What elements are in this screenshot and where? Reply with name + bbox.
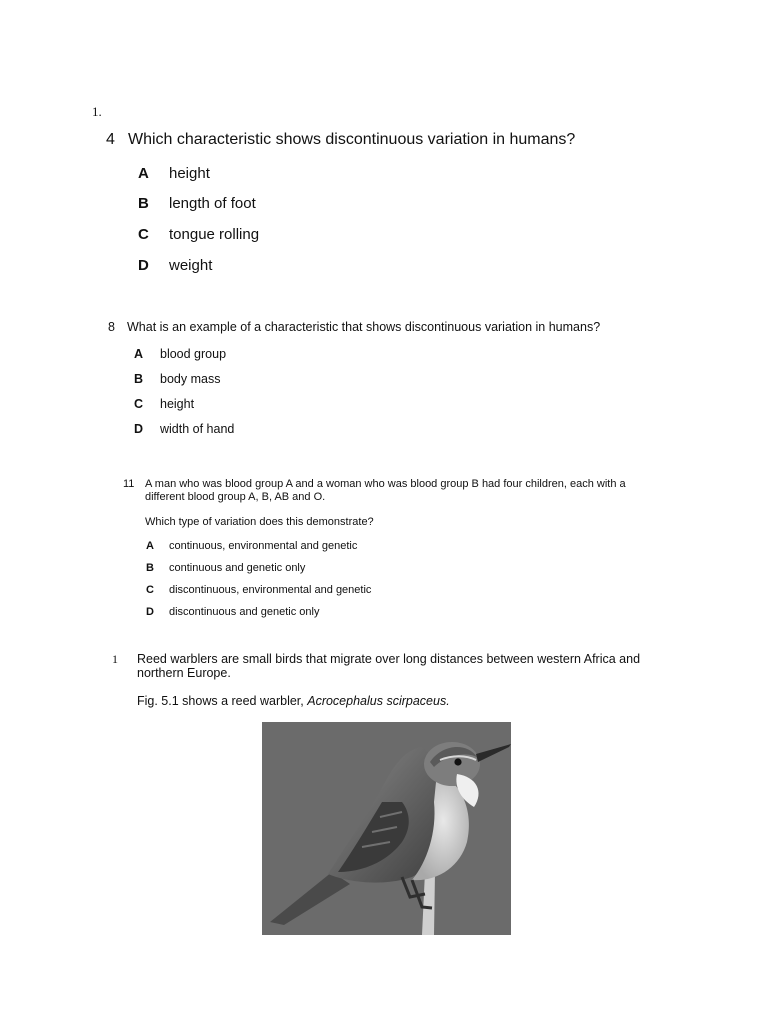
option-letter: A: [134, 347, 144, 361]
question-11-text: A man who was blood group A and a woman who was blood group B had four children, each with a different blood group A, B, AB and O.: [145, 478, 626, 503]
question-4-text: Which characteristic shows discontinuous variation in humans?: [128, 131, 576, 148]
option-text: length of foot: [169, 195, 256, 212]
option-letter: C: [146, 584, 154, 596]
question-8-option-d: [134, 422, 234, 436]
option-text: continuous and genetic only: [169, 562, 306, 574]
option-text: body mass: [160, 372, 221, 386]
reed-warbler-illustration: [262, 722, 511, 935]
question-4-option-d: [138, 257, 212, 274]
option-letter: C: [138, 226, 149, 243]
figure-caption-prefix: Fig. 5.1 shows a reed warbler,: [137, 694, 308, 708]
option-letter: B: [134, 372, 144, 386]
option-letter: D: [134, 422, 144, 436]
question-11-option-d: [146, 606, 319, 618]
option-letter: A: [138, 165, 149, 182]
option-text: discontinuous and genetic only: [169, 606, 320, 618]
option-letter: B: [146, 562, 154, 574]
question-4-option-b: [138, 195, 256, 212]
question-11-subquestion: Which type of variation does this demonstrate?: [145, 516, 374, 528]
question-8-option-a: [134, 347, 226, 361]
option-text: discontinuous, environmental and genetic: [169, 584, 372, 596]
question-8-text: What is an example of a characteristic that shows discontinuous variation in humans?: [127, 320, 601, 334]
question-4-number: 4: [106, 131, 115, 148]
figure-caption-species: Acrocephalus scirpaceus.: [307, 694, 450, 708]
option-text: weight: [169, 257, 213, 274]
question-8-option-c: [134, 397, 194, 411]
question-11-number: 11: [123, 478, 135, 490]
option-text: tongue rolling: [169, 226, 260, 243]
list-marker: 1.: [92, 104, 102, 119]
reed-warbler-photo: [262, 722, 511, 935]
option-letter: A: [146, 540, 154, 552]
question-11-option-c: [146, 584, 371, 596]
question-8-option-b: [134, 372, 220, 386]
option-letter: D: [146, 606, 154, 618]
option-letter: D: [138, 257, 149, 274]
question-11-option-a: [146, 540, 357, 552]
option-text: height: [169, 165, 210, 182]
question-8-number: 8: [108, 320, 115, 334]
option-text: width of hand: [160, 422, 235, 436]
option-text: blood group: [160, 347, 227, 361]
question-1-number: 1: [112, 652, 118, 666]
question-4-option-c: [138, 226, 259, 243]
question-4-option-a: [138, 165, 210, 182]
option-letter: C: [134, 397, 144, 411]
question-11-option-b: [146, 562, 305, 574]
figure-caption: [137, 694, 450, 708]
option-letter: B: [138, 195, 149, 212]
question-1-text: Reed warblers are small birds that migrate over long distances between western Africa and northern Europe.: [137, 652, 641, 680]
option-text: continuous, environmental and genetic: [169, 540, 358, 552]
option-text: height: [160, 397, 195, 411]
